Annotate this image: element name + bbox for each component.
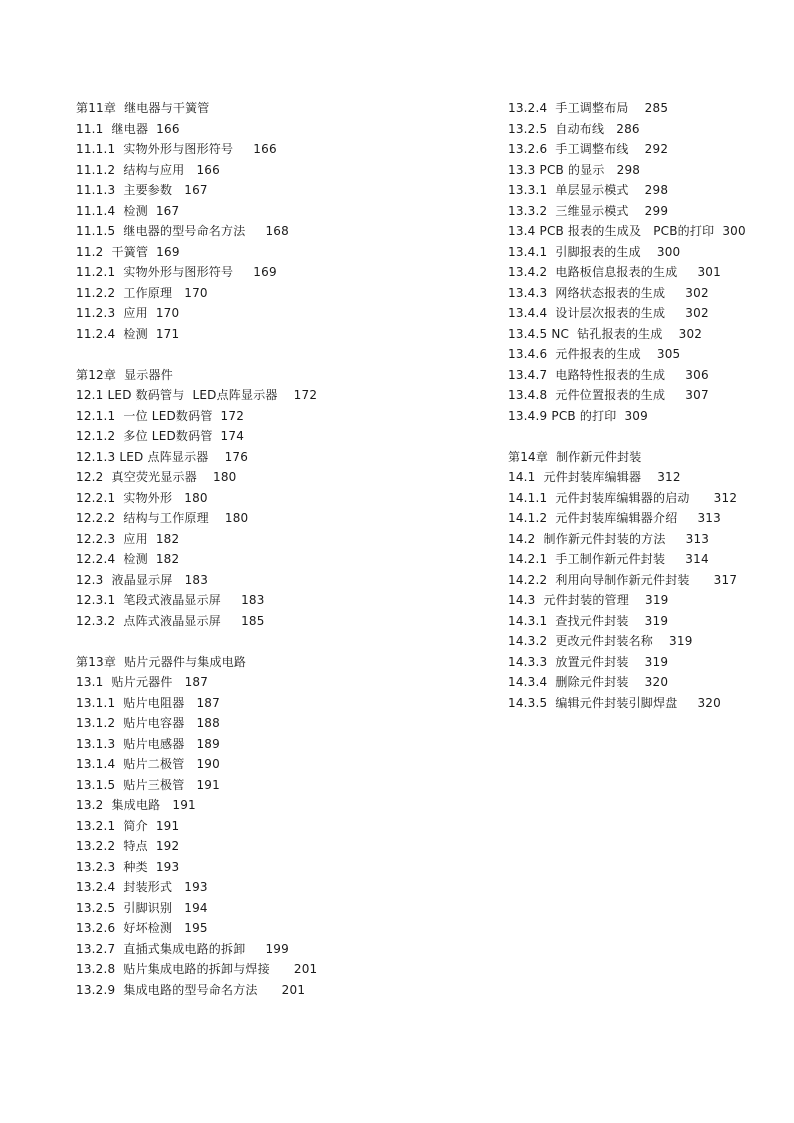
toc-entry: 12.1.3 LED 点阵显示器 176	[76, 449, 249, 464]
toc-entry: 13.4.7 电路特性报表的生成 306	[508, 367, 709, 382]
toc-entry: 13.1.5 贴片三极管 191	[76, 777, 220, 792]
toc-entry: 13.3 PCB 的显示 298	[508, 162, 641, 177]
toc-entry: 13.1.4 贴片二极管 190	[76, 757, 220, 771]
toc-left-column	[76, 98, 476, 1000]
toc-entry: 14.3.5 编辑元件封装引脚焊盘 320	[508, 695, 721, 710]
toc-entry: 12.2.1 实物外形 180	[76, 490, 208, 505]
toc-entry: 14.2.1 手工制作新元件封装 314	[508, 552, 709, 566]
toc-entry: 14.3.4 删除元件封装 320	[508, 675, 669, 689]
toc-entry: 13.4.1 引脚报表的生成 300	[508, 244, 681, 259]
toc-entry: 11.1 继电器 166	[76, 121, 180, 136]
toc-entry: 14.1.2 元件封装库编辑器介绍 313	[508, 511, 721, 525]
toc-entry: 13.2.6 好坏检测 195	[76, 921, 208, 935]
toc-entry: 11.2.4 检测 171	[76, 326, 180, 341]
toc-entry: 14.3.2 更改元件封装名称 319	[508, 634, 693, 648]
toc-entry: 11.2.1 实物外形与图形符号 169	[76, 265, 277, 279]
toc-entry: 12.2.4 检测 182	[76, 552, 180, 566]
toc-entry: 13.1.2 贴片电容器 188	[76, 716, 220, 730]
toc-entry: 13.2.5 引脚识别 194	[76, 900, 208, 915]
toc-entry: 14.3 元件封装的管理 319	[508, 593, 669, 607]
toc-entry: 12.2.2 结构与工作原理 180	[76, 511, 249, 525]
toc-entry: 14.3.1 查找元件封装 319	[508, 613, 669, 628]
toc-entry: 13.4.5 NC 钻孔报表的生成 302	[508, 326, 703, 341]
toc-entry: 13.4 PCB 报表的生成及 PCB的打印 300	[508, 224, 746, 238]
toc-entry: 13.2.2 特点 192	[76, 839, 180, 853]
chapter-heading: 第12章 显示器件	[76, 367, 173, 382]
toc-entry: 12.1.1 一位 LED数码管 172	[76, 408, 245, 423]
toc-entry: 11.1.3 主要参数 167	[76, 183, 208, 197]
section-gap	[76, 344, 476, 365]
toc-entry: 11.2.2 工作原理 170	[76, 285, 208, 300]
toc-entry: 14.2.2 利用向导制作新元件封装 317	[508, 572, 738, 587]
toc-entry: 13.4.9 PCB 的打印 309	[508, 408, 648, 423]
toc-entry: 13.2.4 手工调整布局 285	[508, 101, 669, 115]
chapter-heading: 第13章 贴片元器件与集成电路	[76, 654, 247, 669]
toc-entry: 13.3.1 单层显示模式 298	[508, 183, 669, 197]
toc-entry: 13.2 集成电路 191	[76, 798, 196, 812]
toc-entry: 13.2.4 封装形式 193	[76, 880, 208, 894]
toc-entry: 13.4.3 网络状态报表的生成 302	[508, 285, 709, 300]
toc-entry: 11.1.2 结构与应用 166	[76, 162, 220, 177]
toc-entry: 13.3.2 三维显示模式 299	[508, 203, 669, 218]
toc-entry: 13.2.7 直插式集成电路的拆卸 199	[76, 941, 289, 956]
toc-entry: 13.2.1 简介 191	[76, 818, 180, 833]
toc-entry: 13.1.3 贴片电感器 189	[76, 736, 220, 751]
toc-entry: 11.2.3 应用 170	[76, 306, 180, 320]
toc-entry: 11.2 干簧管 169	[76, 244, 180, 259]
toc-entry: 14.1 元件封装库编辑器 312	[508, 470, 681, 484]
toc-entry: 14.1.1 元件封装库编辑器的启动 312	[508, 490, 738, 505]
chapter-heading: 第11章 继电器与干簧管	[76, 101, 210, 115]
toc-entry: 13.2.8 贴片集成电路的拆卸与焊接 201	[76, 962, 318, 976]
toc-entry: 11.1.4 检测 167	[76, 203, 180, 218]
toc-entry: 11.1.5 继电器的型号命名方法 168	[76, 224, 289, 238]
toc-entry: 13.2.5 自动布线 286	[508, 121, 640, 136]
toc-entry: 12.3.2 点阵式液晶显示屏 185	[76, 613, 265, 628]
toc-entry: 12.1 LED 数码管与 LED点阵显示器 172	[76, 388, 318, 402]
toc-entry: 13.4.6 元件报表的生成 305	[508, 347, 681, 361]
toc-entry: 13.1.1 贴片电阻器 187	[76, 695, 220, 710]
toc-entry: 14.3.3 放置元件封装 319	[508, 654, 669, 669]
toc-entry: 13.2.3 种类 193	[76, 859, 180, 874]
toc-entry: 14.2 制作新元件封装的方法 313	[508, 531, 710, 546]
toc-entry: 12.1.2 多位 LED数码管 174	[76, 429, 245, 443]
toc-entry: 12.2 真空荧光显示器 180	[76, 470, 237, 484]
toc-entry: 13.4.4 设计层次报表的生成 302	[508, 306, 709, 320]
toc-entry: 12.3 液晶显示屏 183	[76, 572, 209, 587]
section-gap	[508, 426, 788, 447]
section-gap	[76, 631, 476, 652]
toc-entry: 11.1.1 实物外形与图形符号 166	[76, 142, 277, 156]
toc-right-column	[508, 98, 788, 713]
toc-entry: 13.2.6 手工调整布线 292	[508, 142, 669, 156]
toc-entry: 13.2.9 集成电路的型号命名方法 201	[76, 982, 306, 997]
toc-entry: 12.3.1 笔段式液晶显示屏 183	[76, 593, 265, 607]
toc-entry: 12.2.3 应用 182	[76, 531, 180, 546]
toc-entry: 13.4.8 元件位置报表的生成 307	[508, 388, 709, 402]
chapter-heading: 第14章 制作新元件封装	[508, 449, 642, 464]
toc-entry: 13.1 贴片元器件 187	[76, 675, 209, 689]
toc-entry: 13.4.2 电路板信息报表的生成 301	[508, 265, 721, 279]
